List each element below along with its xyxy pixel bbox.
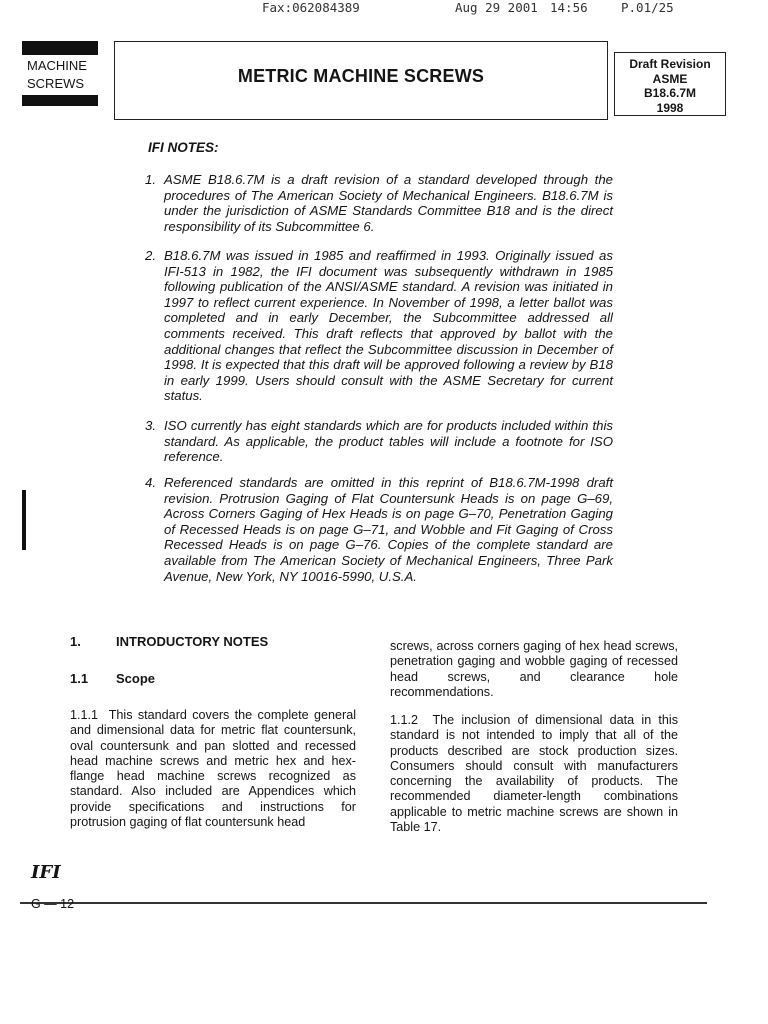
ifi-note-4: [145, 475, 613, 584]
footer-rule: [20, 902, 707, 904]
margin-change-bar: [22, 490, 26, 550]
revision-line4: 1998: [656, 100, 684, 115]
fax-number: Fax:062084389: [262, 0, 360, 15]
section-1-1-number: 1.1: [70, 671, 89, 686]
section-1-title: INTRODUCTORY NOTES: [116, 634, 269, 649]
side-tab-bar-top: [22, 41, 98, 55]
paragraph-1-1-2: [390, 713, 678, 835]
side-label-line2: SCREWS: [27, 76, 85, 91]
section-1-1-title: Scope: [116, 671, 156, 686]
paragraph-number: 1.1.1: [70, 708, 99, 722]
revision-box: [614, 52, 726, 116]
ifi-logo: IFI: [31, 862, 61, 883]
page-number: G — 12: [31, 897, 75, 911]
ifi-note-1: [145, 172, 613, 234]
ifi-note-text: Referenced standards are omitted in this reprint of B18.6.7M-1998 draft revision. Protrusion Gaging of Flat Countersunk Heads is on page G–69, Across Corners Gaging of Hex Heads is on page G–70, Penetration Gaging of Recessed Heads is on page G–71, and Wobble and Fit Gaging of Cross Recessed Heads is on page G–76. Copies of the complete standard are available from The American Society of Mechanical Engineers, Three Park Avenue, New York, NY 10016-5990, U.S.A.: [164, 475, 613, 584]
paragraph-number: 1.1.2: [390, 713, 419, 727]
ifi-note-number: 4.: [145, 475, 156, 490]
paragraph-text: This standard covers the complete general and dimensional data for metric flat countersunk, oval countersunk and pan slotted and recessed head machine screws and metric hex and hex-flange head machine screws recognized as standard. Also included are Appendices which provide specifications and instructions for protrusion gaging of flat countersunk head: [70, 708, 357, 830]
ifi-note-2: [145, 248, 613, 404]
ifi-note-text: B18.6.7M was issued in 1985 and reaffirmed in 1993. Originally issued as IFI-513 in 1982, the IFI document was subsequently withdrawn in 1985 following publication of the ANSI/ASME standard. A revision was initiated in 1997 to reflect current experience. In November of 1998, a letter ballot was completed and in early December, the Subcommittee addressed all comments received. This draft reflects that approved by ballot with the additional changes that reflect the Subcommittee discussion in December of 1998. It is expected that this draft will be approved following a review by B18 in early 1999. Users should consult with the ASME Secretary for current status.: [164, 248, 613, 404]
ifi-note-text: ISO currently has eight standards which are for products included within this standard. As applicable, the product tables will include a footnote for ISO reference.: [164, 418, 613, 465]
revision-line2: ASME: [652, 71, 688, 86]
revision-line1: Draft Revision: [629, 57, 711, 71]
revision-line3: B18.6.7M: [643, 86, 697, 100]
ifi-note-text: ASME B18.6.7M is a draft revision of a standard developed through the procedures of The American Society of Mechanical Engineers. B18.6.7M is under the jurisdiction of ASME Standards Committee B18 and is the direct responsibility of its Subcommittee 6.: [164, 172, 613, 234]
section-1-number: 1.: [70, 634, 81, 649]
ifi-note-3: [145, 418, 613, 465]
paragraph-1-1-1: [70, 708, 356, 830]
side-tab-bar-bottom: [22, 95, 98, 106]
fax-date: Aug 29 2001: [455, 0, 538, 15]
ifi-notes-heading: IFI NOTES:: [148, 140, 219, 155]
ifi-note-number: 2.: [145, 248, 156, 263]
ifi-note-number: 3.: [145, 418, 156, 433]
ifi-note-number: 1.: [145, 172, 156, 187]
fax-time: 14:56: [550, 0, 588, 15]
paragraph-1-1-1-continued: screws, across corners gaging of hex head screws, penetration gaging and wobble gaging of recessed head screws, and clearance hole recommendations.: [390, 639, 678, 699]
paragraph-text: The inclusion of dimensional data in this standard is not intended to imply that all of the products described are stock production sizes. Consumers should consult with manufacturers concerning the availability of products. The recommended diameter-length combinations applicable to metric machine screws are shown in Table 17.: [390, 713, 678, 835]
page-title: METRIC MACHINE SCREWS: [237, 66, 485, 86]
side-label-line1: MACHINE: [27, 58, 87, 73]
fax-page: P.01/25: [621, 0, 674, 15]
